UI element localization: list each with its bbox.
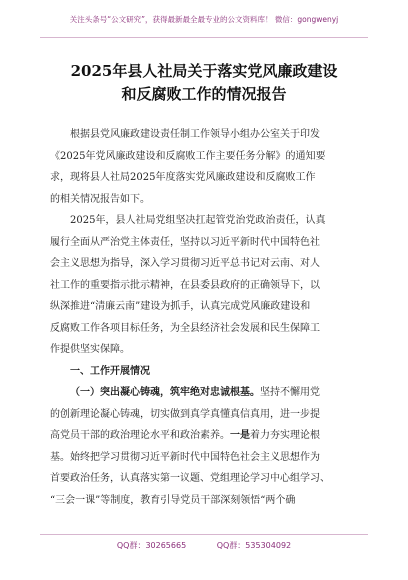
title-line-1: 2025年县人社局关于落实党风廉政建设 <box>70 62 338 80</box>
paragraph-line: 反腐败工作各项目标任务，为全县经济社会发展和民生保障工 <box>50 322 320 334</box>
paragraph-line: “三会一课”等制度，教育引导党员干部深刻领悟“两个确 <box>50 494 296 506</box>
paragraph-line: 2025年，县人社局党组坚决扛起管党治党政治责任，认真 <box>70 215 326 226</box>
paragraph-line: 履行全面从严治党主体责任，坚持以习近平新时代中国特色社 <box>50 236 320 248</box>
section-heading: 一、工作开展情况 <box>70 365 150 377</box>
subsection-text: 坚持不懈用党 <box>260 387 320 398</box>
footer-divider <box>40 534 368 535</box>
subsection-heading: （一）突出凝心铸魂，筑牢绝对忠诚根基。 <box>70 387 260 398</box>
paragraph-line: 求，现将县人社局2025年度落实党风廉政建设和反腐败工作 <box>50 172 316 183</box>
footer <box>0 540 408 551</box>
paragraph-line <box>50 425 358 447</box>
paragraph-line: 基。始终把学习贯彻习近平新时代中国特色社会主义思想作为 <box>50 451 320 463</box>
paragraph-line: 的创新理论凝心铸魂，切实做到真学真懂真信真用，进一步提 <box>50 408 320 420</box>
paragraph-line: 纵深推进“清廉云南”建设为抓手，认真完成党风廉政建设和 <box>50 301 311 312</box>
document-body <box>50 124 358 511</box>
header-note: 关注头条号“公文研究”，获得最新最全最专业的公文资料库！ 微信：gongwenyj <box>69 15 339 24</box>
subsection-line <box>50 382 358 404</box>
paragraph-line: 社工作的重要指示批示精神，在县委县政府的正确领导下，以 <box>50 279 320 291</box>
paragraph-line: 首要政治任务，认真落实第一议题、党组理论学习中心组学习、 <box>50 473 330 484</box>
document-title <box>30 60 378 106</box>
paragraph-line: 《2025年党风廉政建设和反腐败工作主要任务分解》的通知要 <box>50 150 326 162</box>
paragraph-text: 高党员干部的政治理论水平和政治素养。 <box>50 430 230 441</box>
title-line-2: 和反腐败工作的情况报告 <box>121 85 287 103</box>
paragraph-line: 会主义思想为指导，深入学习贯彻习近平总书记对云南、对人 <box>50 258 320 269</box>
paragraph-line: 作提供坚实保障。 <box>50 344 130 355</box>
paragraph-line: 的相关情况报告如下。 <box>50 193 150 205</box>
header-divider <box>40 37 368 38</box>
footer-qq-group-1: QQ群：30265665 <box>116 541 187 550</box>
point-marker: 一是 <box>230 430 250 441</box>
paragraph-line: 根据县党风廉政建设责任制工作领导小组办公室关于印发 <box>70 129 320 140</box>
paragraph-text: 着力夯实理论根 <box>250 430 320 441</box>
footer-qq-group-2: QQ群：535304092 <box>216 541 292 550</box>
